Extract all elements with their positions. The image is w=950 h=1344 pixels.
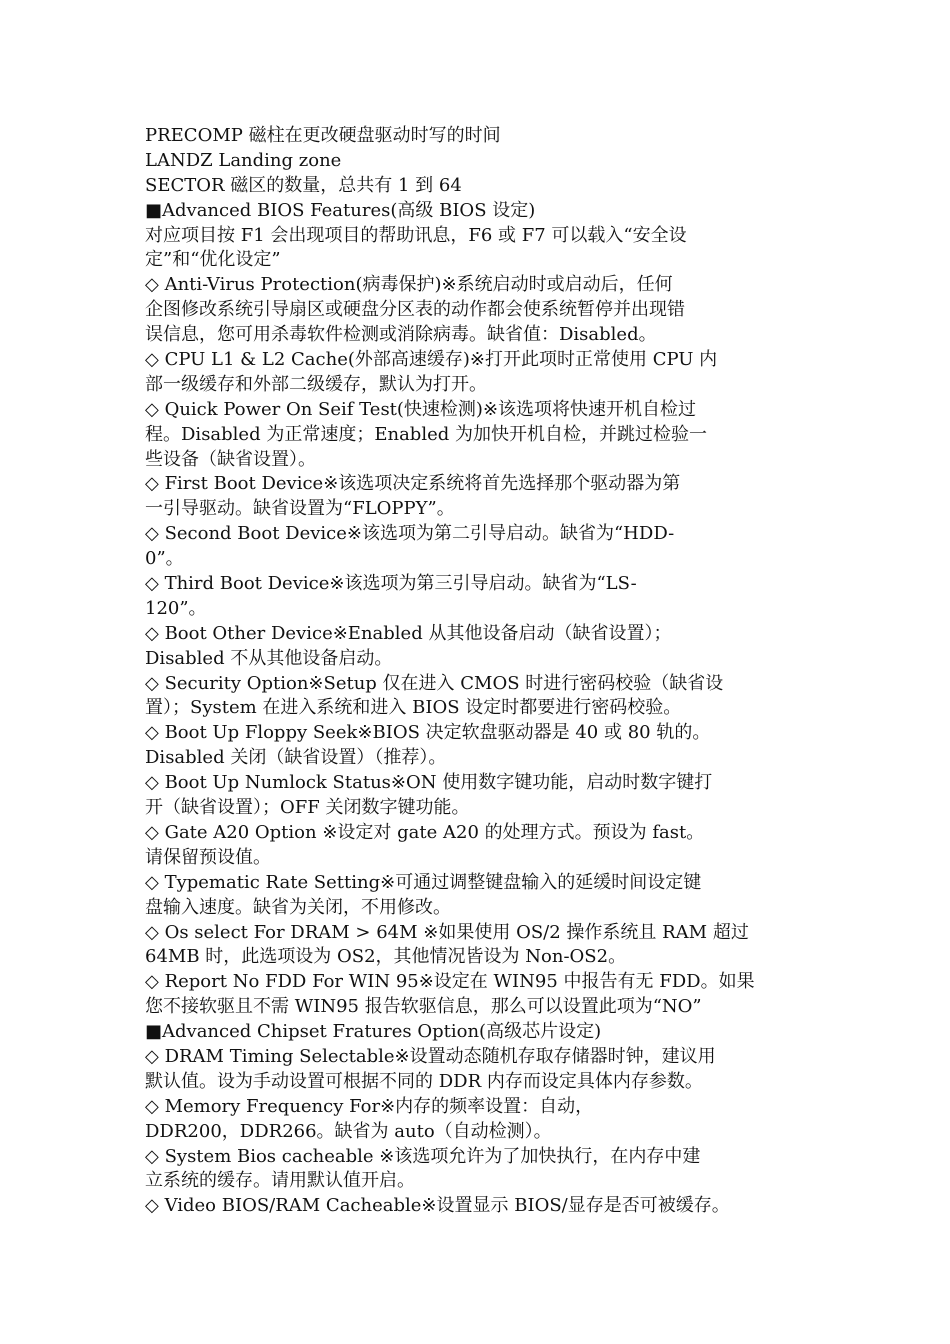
text-line: ◇ Anti-Virus Protection(病毒保护)※系统启动时或启动后，任何 <box>145 274 673 296</box>
text-line: ◇ Report No FDD For WIN 95※设定在 WIN95 中报告有无 FDD。如果 <box>145 971 755 993</box>
text-line: DDR200，DDR266。缺省为 auto（自动检测）。 <box>145 1120 552 1142</box>
text-line: 64MB 时，此选项设为 OS2，其他情况皆设为 Non-OS2。 <box>145 946 627 968</box>
text-line: ◇ Security Option※Setup 仅在进入 CMOS 时进行密码校验（缺省设 <box>145 672 724 694</box>
text-line: 请保留预设值。 <box>145 846 271 868</box>
text-line: 部一级缓存和外部二级缓存，默认为打开。 <box>145 373 487 395</box>
text-line: ◇ Gate A20 Option ※设定对 gate A20 的处理方式。预设为 fast。 <box>145 821 705 843</box>
text-line: 一引导驱动。缺省设置为“FLOPPY”。 <box>145 498 455 520</box>
text-line: PRECOMP 磁柱在更改硬盘驱动时写的时间 <box>145 125 501 146</box>
text-line: ◇ DRAM Timing Selectable※设置动态随机存取存储器时钟，建议用 <box>145 1045 716 1067</box>
document-body <box>145 124 807 1219</box>
text-line: 定”和“优化设定” <box>145 249 281 271</box>
text-line: ◇ Boot Other Device※Enabled 从其他设备启动（缺省设置）； <box>145 622 672 644</box>
text-line: 误信息，您可用杀毒软件检测或消除病毒。缺省值：Disabled。 <box>145 324 657 346</box>
text-line: 开（缺省设置）；OFF 关闭数字键功能。 <box>145 797 470 819</box>
text-line: 企图修改系统引导扇区或硬盘分区表的动作都会使系统暂停并出现错 <box>145 299 685 321</box>
text-line: 您不接软驱且不需 WIN95 报告软驱信息，那么可以设置此项为“NO” <box>145 996 702 1018</box>
text-line: 置）；System 在进入系统和进入 BIOS 设定时都要进行密码校验。 <box>145 697 682 719</box>
text-line: 盘输入速度。缺省为关闭，不用修改。 <box>145 896 451 918</box>
text-line: ■Advanced Chipset Fratures Option(高级芯片设定) <box>145 1021 602 1043</box>
text-line: 立系统的缓存。请用默认值开启。 <box>145 1170 415 1192</box>
text-line: ◇ Memory Frequency For※内存的频率设置：自动， <box>145 1095 594 1117</box>
text-line: 程。Disabled 为正常速度；Enabled 为加快开机自检，并跳过检验一 <box>145 423 707 445</box>
text-line: ◇ Third Boot Device※该选项为第三引导启动。缺省为“LS- <box>145 573 637 595</box>
text-line: 些设备（缺省设置）。 <box>145 448 316 470</box>
text-line: 对应项目按 F1 会出现项目的帮助讯息，F6 或 F7 可以载入“安全设 <box>145 224 687 246</box>
text-line: ◇ Second Boot Device※该选项为第二引导启动。缺省为“HDD- <box>145 523 675 545</box>
text-line: ◇ System Bios cacheable ※该选项允许为了加快执行，在内存中建 <box>145 1145 701 1167</box>
text-line: 0”。 <box>145 548 184 570</box>
text-line: Disabled 关闭（缺省设置）（推荐）。 <box>145 747 447 769</box>
text-line: ◇ Typematic Rate Setting※可通过调整键盘输入的延缓时间设定键 <box>145 871 702 893</box>
text-line: ◇ Boot Up Floppy Seek※BIOS 决定软盘驱动器是 40 或 80 轨的。 <box>145 722 711 744</box>
text-line: SECTOR 磁区的数量，总共有 1 到 64 <box>145 174 462 196</box>
text-line: ■Advanced BIOS Features(高级 BIOS 设定) <box>145 199 536 221</box>
text-line: ◇ First Boot Device※该选项决定系统将首先选择那个驱动器为第 <box>145 473 681 495</box>
text-line: ◇ Os select For DRAM > 64M ※如果使用 OS/2 操作系统且 RAM 超过 <box>145 921 749 943</box>
text-line: LANDZ Landing zone <box>145 149 342 171</box>
text-line: 120”。 <box>145 597 207 619</box>
text-line: ◇ Boot Up Numlock Status※ON 使用数字键功能，启动时数字键打 <box>145 772 713 794</box>
text-line: Disabled 不从其他设备启动。 <box>145 647 393 669</box>
text-line: ◇ CPU L1 & L2 Cache(外部高速缓存)※打开此项时正常使用 CPU 内 <box>145 349 718 371</box>
text-line: ◇ Video BIOS/RAM Cacheable※设置显示 BIOS/显存是否可被缓存。 <box>145 1195 730 1217</box>
text-line: 默认值。设为手动设置可根据不同的 DDR 内存而设定具体内存参数。 <box>145 1070 703 1092</box>
text-line: ◇ Quick Power On Seif Test(快速检测)※该选项将快速开机自检过 <box>145 398 697 420</box>
